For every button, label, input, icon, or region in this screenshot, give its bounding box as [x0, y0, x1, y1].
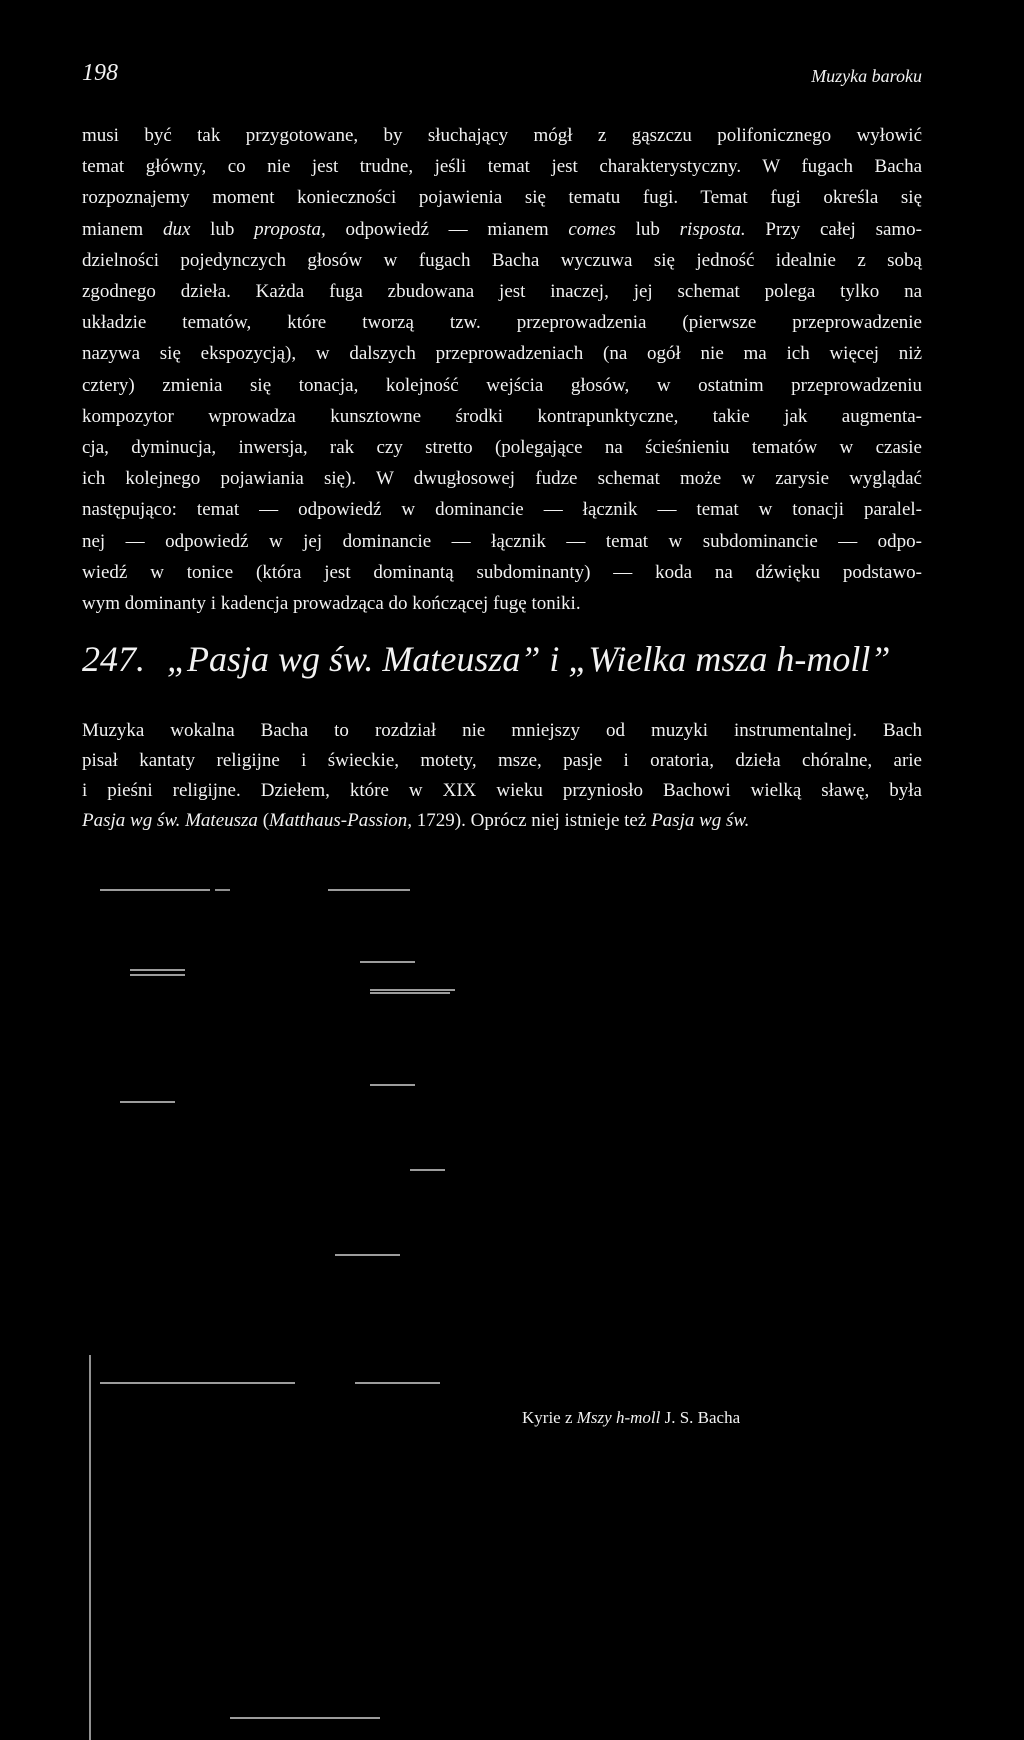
text-line [82, 806, 922, 836]
body-paragraph [82, 120, 922, 619]
text-run: układzie tematów, które tworzą tzw. przeprowadzenia (pierwsze przeprowadzenie [82, 312, 922, 334]
music-score-illustration [80, 880, 840, 1740]
text-run: 1729). Oprócz niej istnieje też [412, 810, 652, 831]
text-run: ich kolejnego pojawiania się). W dwugłosowej fudze schemat może w zarysie wyglądać [82, 468, 922, 490]
text-run: Matthaus-Passion, [269, 810, 413, 831]
text-line [82, 716, 922, 746]
text-run: cja, dyminucja, inwersja, rak czy stretto (polegające na ścieśnieniu tematów w czasie [82, 437, 922, 459]
text-line [82, 494, 922, 525]
text-line [82, 776, 922, 806]
text-run: wym dominanty i kadencja prowadząca do kończącej fugę toniki. [82, 593, 581, 615]
text-run: nej — odpowiedź w jej dominancie — łącznik — temat w subdominancie — odpo- [82, 530, 922, 552]
text-line [82, 557, 922, 588]
section-paragraph [82, 716, 922, 836]
caption-prefix: Kyrie z [522, 1408, 577, 1427]
text-run: pisał kantaty religijne i świeckie, motety, msze, pasje i oratoria, dzieła chóralne, arie [82, 750, 922, 771]
text-run: risposta. [679, 218, 746, 240]
text-run: lub [190, 218, 255, 240]
text-line [82, 245, 922, 276]
text-run: odpowiedź — mianem [325, 218, 569, 240]
text-run: wiedź w tonice (która jest dominantą subdominanty) — koda na dźwięku podstawo- [82, 561, 922, 583]
text-line [82, 370, 922, 401]
text-line [82, 401, 922, 432]
text-line [82, 432, 922, 463]
text-run: Przy całej samo- [745, 218, 923, 240]
text-run: temat główny, co nie jest trudne, jeśli temat jest charakterystyczny. W fugach Bacha [82, 156, 922, 178]
text-run: zgodnego dzieła. Każda fuga zbudowana jest inaczej, jej schemat polega tylko na [82, 281, 922, 303]
text-line [82, 746, 922, 776]
section-number: 247. [82, 639, 145, 679]
text-line [82, 588, 922, 619]
text-run: Pasja wg św. [651, 810, 750, 831]
caption-title: Mszy h-moll [576, 1408, 661, 1427]
text-line [82, 526, 922, 557]
text-run: cztery) zmienia się tonacja, kolejność wejścia głosów, w ostatnim przeprowadzeniu [82, 374, 922, 396]
text-run: następująco: temat — odpowiedź w dominancie — łącznik — temat w tonacji paralel- [82, 499, 922, 521]
text-run: musi być tak przygotowane, by słuchający mógł z gąszczu polifonicznego wyłowić [82, 125, 922, 146]
text-run: Pasja wg św. Mateusza [82, 810, 258, 831]
text-run: rozpoznajemy moment konieczności pojawienia się tematu fugi. Temat fugi określa się [82, 187, 922, 209]
text-line [82, 214, 922, 245]
text-line [82, 276, 922, 307]
page-number: 198 [82, 60, 118, 86]
section-heading [82, 638, 890, 680]
text-run: ( [257, 810, 270, 831]
running-head: Muzyka baroku [811, 66, 922, 86]
text-run: dux [162, 218, 191, 240]
text-run: lub [615, 218, 680, 240]
caption-suffix: J. S. Bacha [660, 1408, 741, 1427]
text-line [82, 182, 922, 213]
text-run: mianem [82, 218, 163, 240]
text-run: kompozytor wprowadza kunsztowne środki kontrapunktyczne, takie jak augmenta- [82, 405, 922, 427]
text-run: nazywa się ekspozycją), w dalszych przeprowadzeniach (na ogół nie ma ich więcej niż [82, 343, 922, 365]
text-run: proposta, [254, 218, 326, 240]
figure-caption [522, 1408, 740, 1428]
text-line [82, 338, 922, 369]
text-run: Muzyka wokalna Bacha to rozdział nie mniejszy od muzyki instrumentalnej. Bach [82, 720, 922, 741]
text-run: dzielności pojedynczych głosów w fugach Bacha wyczuwa się jedność idealnie z sobą [82, 249, 922, 271]
text-line [82, 307, 922, 338]
text-run: comes [568, 218, 616, 240]
text-line [82, 463, 922, 494]
section-title: „Pasja wg św. Mateusza” i „Wielka msza h-moll” [167, 639, 891, 679]
text-line [82, 151, 922, 182]
text-line [82, 120, 922, 151]
text-run: i pieśni religijne. Dziełem, które w XIX wieku przyniosło Bachowi wielką sławę, była [82, 780, 922, 801]
